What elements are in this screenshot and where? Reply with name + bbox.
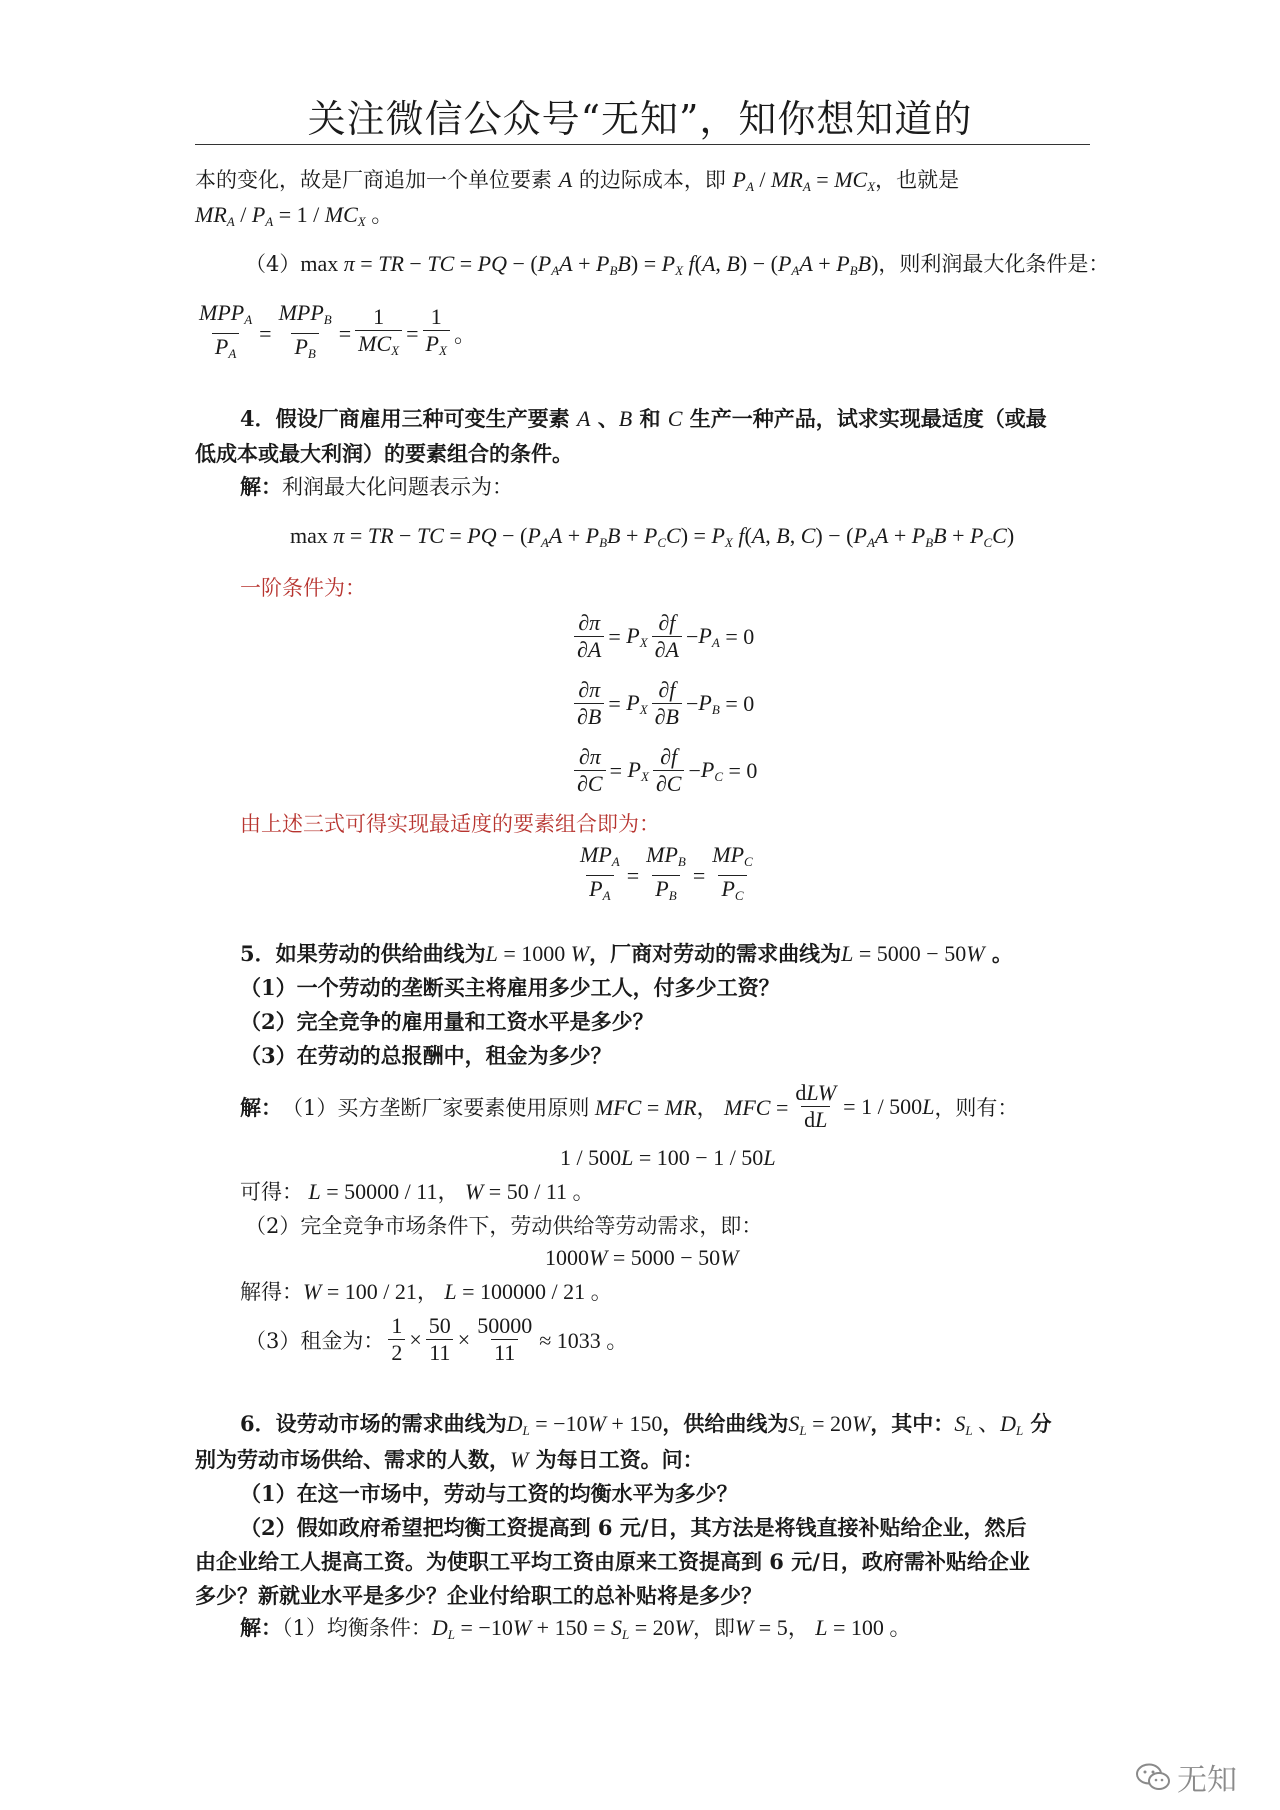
text-line: 解得：W = 100 / 21， L = 100000 / 21 。	[240, 1279, 613, 1304]
text-line: 解：（1）均衡条件：$D_L = -10W + 150 = S_L = 20W$，即W = 5， L = 100 。	[240, 1615, 912, 1642]
formula-line: $\frac{MP_A}{P_A}$ = $\frac{MP_B}{P_B}$ = $\frac{MP_C}{P_C}$	[573, 842, 760, 909]
question-line: （2）假如政府希望把均衡工资提高到 6 元/日，其方法是将钱直接补贴给企业，然后	[240, 1515, 1027, 1540]
question-line: 由企业给工人提高工资。为使职工平均工资由原来工资提高到 6 元/日，政府需补贴给企业	[195, 1549, 1030, 1574]
text-line: 解：利润最大化问题表示为：	[240, 474, 513, 499]
question-line: （3）在劳动的总报酬中，租金为多少？	[240, 1043, 612, 1068]
watermark	[1135, 1755, 1237, 1799]
question-line: 4．假设厂商雇用三种可变生产要素 A 、B 和 C 生产一种产品，试求实现最适度（或最	[240, 406, 1047, 431]
text-line: （4）max π = TR − TC = PQ − $(P_AA + P_BB) = P_X$ f(A, $B) - (P_AA + P_BB)$，则利润最大化条件是：	[245, 251, 1110, 278]
question-line: （1）在这一市场中，劳动与工资的均衡水平为多少？	[240, 1481, 738, 1506]
question-line: （2）完全竞争的雇用量和工资水平是多少？	[240, 1009, 654, 1034]
formula-line: max π = TR − TC = PQ − $(P_AA + P_BB + P_CC) = P_X$ f(A, B, $C) - (P_AA + P_BB + P_CC)$	[290, 523, 1015, 550]
question-line: （1）一个劳动的垄断买主将雇用多少工人，付多少工资？	[240, 975, 780, 1000]
header-rule	[195, 144, 1090, 145]
question-line: 6．设劳动市场的需求曲线为$D_L = -10W + 150$，供给曲线为$S_L = 20W$，其中：$S_L$ 、$D_L$ 分	[240, 1411, 1052, 1438]
watermark-text: 无知	[1177, 1763, 1237, 1798]
text-line: （3）租金为： $\frac{1}{2}$ × $\frac{50}{11}$ × $\frac{50000}{11}$ ≈ 1033 。	[245, 1313, 629, 1365]
text-line: 可得： L = 50000 / 11， W = 50 / 11 。	[240, 1179, 595, 1204]
formula-line: $\frac{\partial\pi}{\partial B}$ = $P_X$ $\frac{\partial f}{\partial B}$ − $P_B$ = 0	[570, 677, 754, 730]
formula-line: $\frac{\partial\pi}{\partial C}$ = $P_X$ $\frac{\partial f}{\partial C}$ − $P_C$ = 0	[570, 744, 757, 797]
question-line: 别为劳动市场供给、需求的人数，W 为每日工资。问：	[195, 1447, 704, 1472]
question-line: 多少？新就业水平是多少？企业付给职工的总补贴将是多少？	[195, 1583, 762, 1608]
page-header: 关注微信公众号“无知”，知你想知道的	[307, 97, 973, 141]
text-line: （2）完全竞争市场条件下，劳动供给等劳动需求，即：	[245, 1214, 763, 1238]
formula-line: $MR_A / P_A = 1 / MC_X$ 。	[195, 202, 394, 229]
text-line: 本的变化，故是厂商追加一个单位要素 A 的边际成本，即 $P_A / MR_A = MC_X$，也就是	[195, 167, 960, 194]
wechat-icon	[1135, 1762, 1171, 1792]
formula-line: $\frac{\partial\pi}{\partial A}$ = $P_X$ $\frac{\partial f}{\partial A}$ − $P_A$ = 0	[570, 610, 754, 663]
section-label: 一阶条件为：	[240, 576, 366, 600]
section-label: 由上述三式可得实现最适度的要素组合即为：	[240, 812, 660, 836]
formula-line: 1000W = 5000 − 50W	[545, 1245, 739, 1270]
text-line: 解： （1）买方垄断厂家要素使用原则 MFC = MR， MFC = $\frac{\text{dLW}}{dL}$ = 1 / 500L ，则有：	[240, 1080, 1019, 1132]
question-line: 5．如果劳动的供给曲线为L = 1000 W，厂商对劳动的需求曲线为L = 5000 − 50W 。	[240, 941, 1013, 966]
question-line: 低成本或最大利润）的要素组合的条件。	[195, 441, 573, 466]
formula-line: 1 / 500L = 100 − 1 / 50L	[560, 1145, 776, 1170]
formula-line: $\frac{MPP_A}{P_A}$ = $\frac{MPP_B}{P_B}$ = $\frac{1}{MC_X}$ = $\frac{1}{P_X}$ 。	[192, 300, 476, 367]
